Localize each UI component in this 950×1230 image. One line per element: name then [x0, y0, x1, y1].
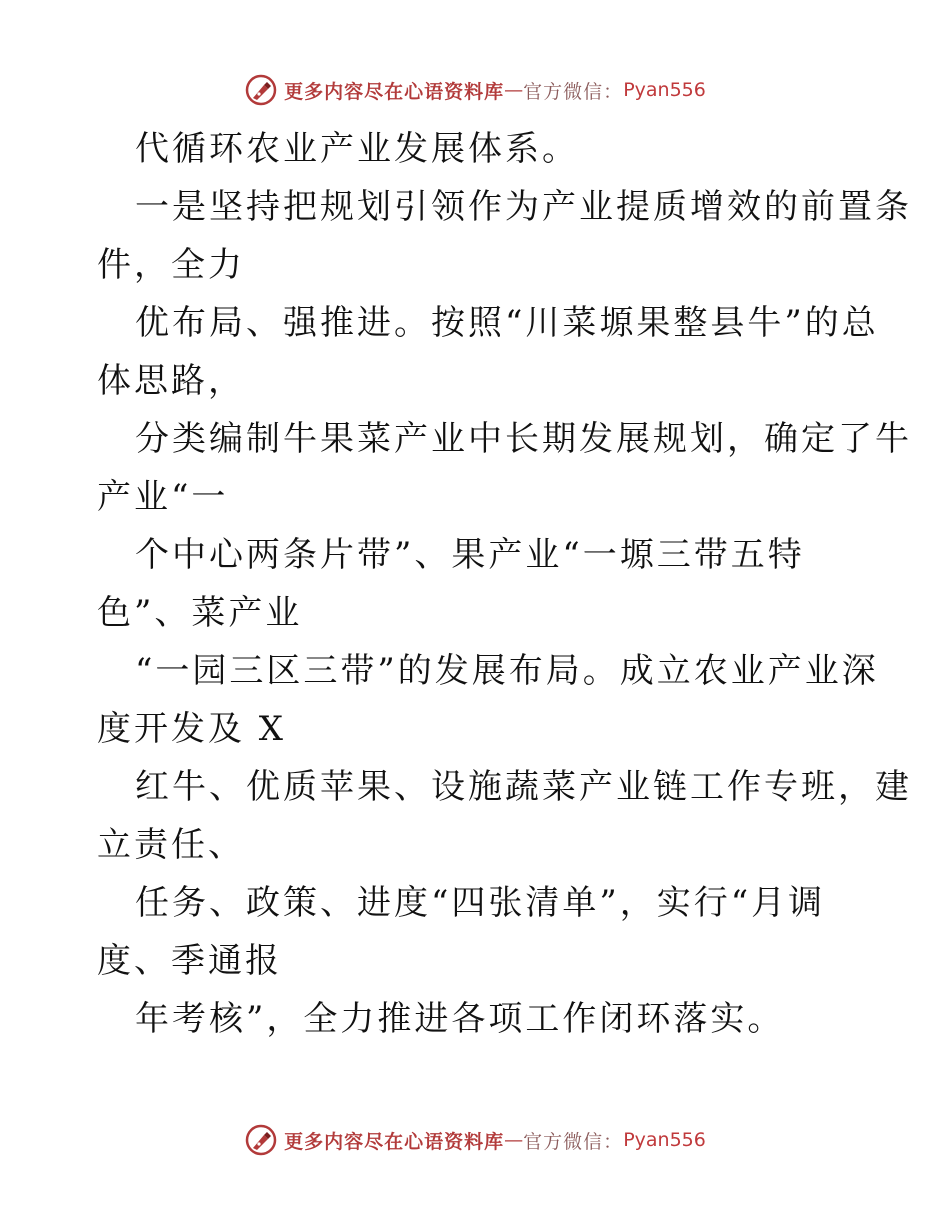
- body-line: 度、季通报: [97, 941, 282, 981]
- watermark-brand: 更多内容尽在心语资料库: [284, 1130, 505, 1153]
- body-line: 年考核”，全力推进各项工作闭环落实。: [135, 999, 785, 1039]
- body-line: 红牛、优质苹果、设施蔬菜产业链工作专班，建: [135, 767, 912, 807]
- footer-watermark: [0, 1120, 950, 1160]
- watermark-dash: —: [504, 1129, 524, 1151]
- body-line: 代循环农业产业发展体系。: [135, 129, 579, 169]
- pen-nib-logo-icon: [244, 73, 278, 107]
- watermark-wechat-label: 官方微信：: [523, 1130, 624, 1153]
- body-line: 一是坚持把规划引领作为产业提质增效的前置条: [135, 187, 912, 227]
- body-line: 任务、政策、进度“四张清单”，实行“月调: [135, 883, 826, 923]
- watermark-wechat-label: 官方微信：: [523, 80, 624, 103]
- header-watermark: [0, 70, 950, 110]
- body-line: 分类编制牛果菜产业中长期发展规划，确定了牛: [135, 419, 912, 459]
- watermark-dash: —: [504, 79, 524, 101]
- pen-nib-logo-icon: [244, 1123, 278, 1157]
- body-line: 产业“一: [97, 477, 229, 517]
- body-line: 优布局、强推进。按照“川菜塬果整县牛”的总: [135, 303, 879, 343]
- watermark-wechat-id: Pyan556: [623, 79, 706, 101]
- watermark-brand: 更多内容尽在心语资料库: [284, 80, 505, 103]
- watermark-wechat-id: Pyan556: [623, 1129, 706, 1151]
- body-line: 度开发及 X: [97, 709, 287, 749]
- body-line: 体思路，: [97, 361, 245, 401]
- body-line: 立责任、: [97, 825, 245, 865]
- body-line: 个中心两条片带”、果产业“一塬三带五特: [135, 535, 805, 575]
- body-line: “一园三区三带”的发展布局。成立农业产业深: [135, 651, 879, 691]
- body-line: 件，全力: [97, 245, 245, 285]
- document-body: [97, 120, 912, 1048]
- body-line: 色”、菜产业: [97, 593, 303, 633]
